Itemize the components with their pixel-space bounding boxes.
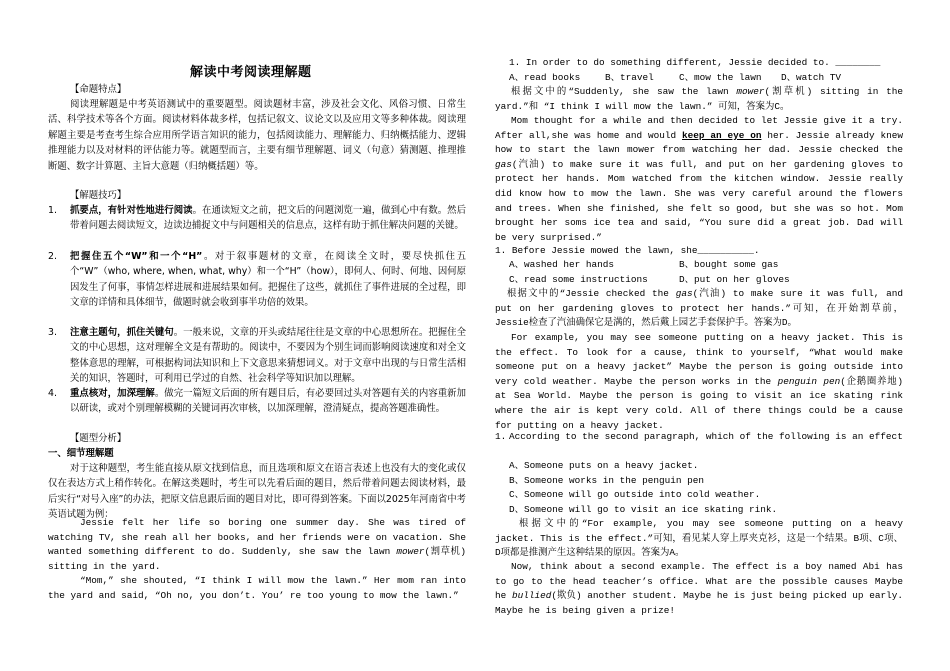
skill-title: 抓要点，有针对性地进行阅读: [70, 205, 193, 216]
question-number: 1.: [495, 245, 507, 256]
question-3: [495, 430, 903, 445]
option-b: B、bought some gas: [679, 259, 779, 270]
question-2: [495, 244, 903, 259]
explanation-text: 根据文中的“Jessie checked the: [507, 288, 669, 299]
skill-body: 。在通读短文之前，把文后的问题浏览一遍，做到心中有数。然后带着问题去阅读短文，边读边捕捉文中与问题相关的信息点，这样有助于抓住解决问题的关键。: [70, 205, 466, 232]
section-heading-feature: 【命题特点】: [70, 84, 127, 95]
skill-item: [48, 386, 466, 417]
explanation-text: (汽油) to make sure it was full, and put on her gardening gloves to protect her hands.”可知，在开始割草前，Jessie检查了汽油确保它是满的，然后戴上园艺手套保护手。答案为D。: [495, 288, 903, 329]
story-text: Jessie felt her life so boring one summer day. She was tired of watching TV, she reah all her books, and her friends were on vacation. She wanted something different to do. Suddenly, she saw the lawn: [48, 517, 466, 558]
story-text: Now, think about a second example. The effect is a boy named Abi has to go to the head teacher’s office. What are the possible causes Maybe he: [495, 561, 903, 602]
skill-text: [70, 203, 466, 234]
story-paragraph-5: [495, 560, 903, 618]
story-text: Mom thought for a while and then decided to let Jessie give it a try. After all,she was home and would: [495, 115, 903, 141]
story-italic-word: bullied: [511, 590, 552, 602]
skill-number: 2.: [48, 251, 57, 262]
option-c: C、Someone will go outside into cold weather.: [509, 489, 761, 500]
explanation-text: 根据文中的“Suddenly, she saw the lawn: [511, 86, 729, 97]
story-italic-word: mower: [396, 546, 425, 558]
skill-text: [70, 386, 466, 417]
option-c: C、read some instructions: [509, 274, 648, 285]
option-a: A、washed her hands: [509, 259, 615, 270]
option-b: B、Someone works in the penguin pen: [509, 475, 705, 486]
skill-title: 注意主题句，抓住关键句: [70, 327, 174, 338]
question-text: Before Jessie mowed the lawn, she__________.: [511, 245, 760, 256]
skill-item: [48, 203, 466, 234]
skill-text: [70, 325, 466, 387]
detail-paragraph: 对于这种题型，考生能直接从原文找到信息，而且选项和原文在语言表述上也没有大的变化或仅仅在表达方式上稍作转化。在解这类题时，考生可以先看后面的题目，然后带着问题去阅读材料，最后实行“对号入座”的办法，把原文信息跟后面的题目对比，即可得到答案。下面以2025年河南省中考英语试题为例：: [48, 463, 466, 521]
skill-text: [70, 249, 466, 311]
story-paragraph-2: “Mom,” she shouted, “I think I will mow the lawn.” Her mom ran into the yard and said, “Oh no, you don’t. You’ re too young to mow the lawn.”: [48, 575, 466, 601]
option-c: C、mow the lawn: [679, 72, 762, 83]
option-b: B、travel: [605, 72, 654, 83]
story-text: her. Jessie already knew how to start the lawn mower from watching her dad. Jessie checked the: [495, 129, 904, 156]
skill-title: 把握住五个“W”和一个“H”: [70, 251, 203, 262]
skill-number: 3.: [48, 327, 57, 338]
question-number: 1.: [509, 57, 521, 68]
page-title: 解读中考阅读理解题: [190, 65, 312, 80]
option-a: A、read books: [509, 72, 581, 83]
story-italic-word: penguin pen: [777, 375, 841, 387]
story-paragraph-3: [495, 114, 903, 245]
option-d: D、watch TV: [781, 72, 842, 83]
feature-paragraph: 阅读理解题是中考英语测试中的重要题型。阅读题材丰富，涉及社会文化、风俗习惯、日常生活、科学技术等各个方面。阅读材料体裁多样，包括记叙文、议论文以及应用文等多种体裁。阅读理解题主要是考查考生综合应用所学语言知识的能力，包括阅读能力、理解能力、归纳概括能力、逻辑推理能力以及对材料的评估能力等。就题型而言，主要有细节理解题、词义（句意）猜测题、推理推断题、数字计算题、主旨大意题（归纳概括题）等。: [48, 99, 466, 172]
skill-body: 。一般来说，文章的开头或结尾往往是文章的中心思想所在。把握住全文的中心思想，这对理解全文是有帮助的。阅读中，不要因为个别生词而影响阅读速度和对全文整体意思的理解，可根据构词法知识和上下文意思来猜想词义。对于文章中出现的与日常生活相关的知识，答题时，可利用已学过的自然、社会科学等知识加以理解。: [70, 327, 466, 385]
question-1: [509, 56, 903, 71]
skill-body: 。对于叙事题材的文章，在阅读全文时，要尽快抓住五个“W”（who, where, when, what, why）和一个“H”（how），即何人、何时、何地、因何原因发生了何事，事情怎样进展和进展结果如何。把握住了这些，就抓住了事件进展的全过程，即文章的详情和具体细节，做题时就会收到事半功倍的效果。: [70, 251, 466, 309]
skill-number: 4.: [48, 388, 57, 399]
question-2-options: [509, 258, 903, 273]
question-text: In order to do something different, Jessie decided to. ________: [525, 57, 881, 68]
explanation-text: (割草机) sitting in the yard.”和 “I think I will mow the lawn.” 可知，答案为C。: [495, 86, 903, 112]
option-d: D、put on her gloves: [679, 274, 790, 285]
skill-title: 重点核对，加深理解: [70, 388, 155, 399]
question-1-options: [509, 71, 903, 86]
skill-item: [48, 325, 466, 387]
section-heading-analysis: 【题型分析】: [70, 433, 127, 444]
story-key-phrase: keep an eye on: [682, 129, 762, 141]
option-a: A、Someone puts on a heavy jacket.: [509, 460, 699, 471]
story-text: (欺负) another student. Maybe he is just being picked up early. Maybe he is being given a prize!: [495, 590, 903, 616]
explanation-italic-word: mower: [736, 86, 765, 97]
answer-explanation-1: [495, 85, 903, 114]
skill-number: 1.: [48, 205, 57, 216]
section-heading-detail: 一、细节理解题: [48, 448, 114, 459]
story-text: For example, you may see someone putting on a heavy jacket. This is the effect. To look for a cause, think to yourself, “What would make someone put on a heavy jacket” Maybe the person is going outside into very cold weather. Maybe the person works in the: [495, 332, 903, 387]
story-paragraph-4: [495, 331, 903, 433]
story-italic-word: gas: [495, 158, 512, 170]
story-paragraph-1: [48, 516, 466, 574]
skill-body: 。做完一篇短文后面的所有题目后，有必要回过头对答题有关的内容重新加以研读，或对个别理解模糊的关键词再次审核，以加深理解，澄清疑点，提高答题准确性。: [70, 388, 466, 415]
question-number: 1.: [495, 431, 507, 442]
skill-item: [48, 249, 466, 311]
answer-explanation-2: [495, 287, 903, 331]
question-2-options-row-2: [509, 273, 903, 288]
explanation-italic-word: gas: [675, 288, 693, 299]
story-text: (企鹅圈养地) at Sea World. Maybe the person is going to visit an ice skating rink where the air is kept very cold. All of there things could be a cause for putting on a heavy jacket.: [495, 375, 903, 431]
section-heading-skills: 【解题技巧】: [70, 190, 127, 201]
question-text: According to the second paragraph, which of the following is an effect: [509, 431, 903, 442]
answer-explanation-3: 根据文中的“For example, you may see someone putting on a heavy jacket. This is the effect.”可知，看见某人穿上厚夹克衫，这是一个结果。B项、C项、D项都是推测产生这种结果的原因。答案为A。: [495, 518, 903, 559]
story-text: (割草机) sitting in the yard.: [48, 546, 466, 572]
option-d: D、Someone will go to visit an ice skating rink.: [509, 504, 778, 515]
story-text: (汽油) to make sure it was full, and put on her gardening gloves to protect her hands. Mom watched from the kitchen window. Jessie really did know how to mow the lawn. She was very careful around the flowers and trees. When she finished, she felt so good, but she was so hot. Mom brought her soms ice tea and said, “You sure did a great job. Dad will be very surprised.”: [495, 158, 903, 243]
